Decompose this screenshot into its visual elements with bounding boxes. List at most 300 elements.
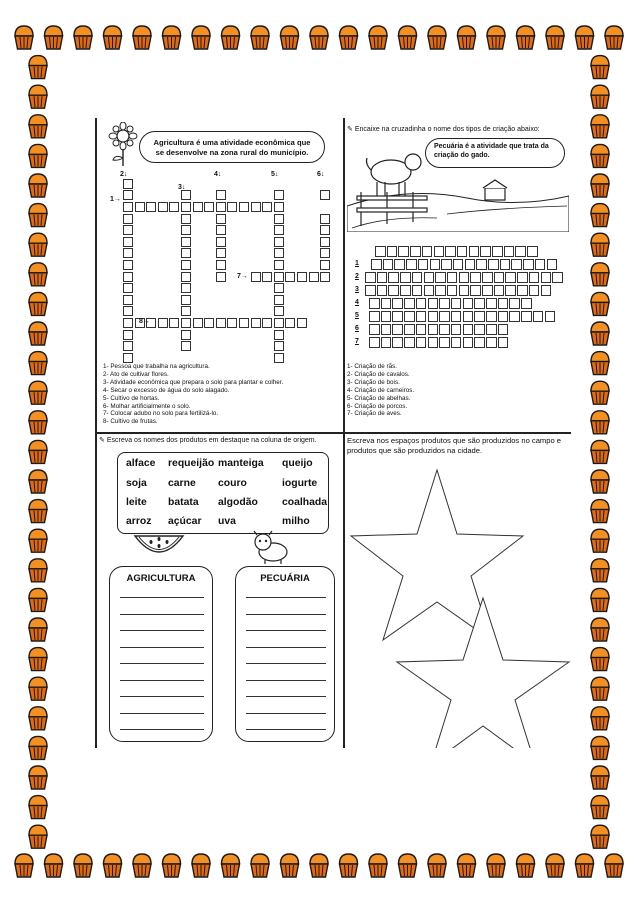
row-label: 7	[355, 338, 359, 345]
crossword-cell[interactable]	[447, 285, 458, 296]
crossword-cell[interactable]	[435, 272, 446, 283]
crossword-cell[interactable]	[392, 311, 403, 322]
cupcake-icon	[222, 854, 240, 877]
writing-line[interactable]	[120, 713, 204, 714]
crossword-cell[interactable]	[476, 259, 487, 270]
crossword-cell[interactable]	[392, 298, 403, 309]
crossword-cell[interactable]	[428, 324, 439, 335]
crossword-cell[interactable]	[515, 246, 526, 257]
cupcake-icon	[29, 588, 47, 611]
products-instruction	[99, 436, 339, 445]
crossword-cell[interactable]	[181, 295, 191, 305]
crossword-cell[interactable]	[274, 353, 284, 363]
crossword-cell[interactable]	[377, 285, 388, 296]
crossword-cell[interactable]	[547, 259, 558, 270]
crossword-cell[interactable]	[216, 272, 226, 282]
crossword-cell[interactable]	[371, 259, 382, 270]
writing-line[interactable]	[246, 597, 326, 598]
crossword-cell[interactable]	[535, 259, 546, 270]
crossword-cell[interactable]	[274, 237, 284, 247]
crossword-cell[interactable]	[251, 202, 261, 212]
star-shape-top[interactable]	[351, 470, 523, 640]
crossword-cell[interactable]	[533, 311, 544, 322]
crossword-cell[interactable]	[274, 330, 284, 340]
cupcake-icon	[192, 854, 210, 877]
crossword-cell[interactable]	[509, 311, 520, 322]
crossword-cell[interactable]	[498, 311, 509, 322]
cupcake-icon	[591, 559, 609, 582]
crossword-cell[interactable]	[381, 337, 392, 348]
livestock-list[interactable]	[235, 566, 335, 742]
crossword-cell[interactable]	[469, 246, 480, 257]
crossword-cell[interactable]	[320, 248, 330, 258]
crossword-cell[interactable]	[418, 259, 429, 270]
cupcake-icon	[591, 204, 609, 227]
crossword-cell[interactable]	[394, 259, 405, 270]
crossword-cell[interactable]	[404, 337, 415, 348]
crossword-cell[interactable]	[441, 259, 452, 270]
crossword-cell[interactable]	[541, 272, 552, 283]
crossword-cell[interactable]	[204, 318, 214, 328]
crossword-cell[interactable]	[193, 202, 203, 212]
crossword-cell[interactable]	[158, 202, 168, 212]
crossword-cell[interactable]	[123, 214, 133, 224]
clue-number	[110, 196, 121, 203]
crossword-cell[interactable]	[463, 337, 474, 348]
crossword-cell[interactable]	[146, 202, 156, 212]
clue-number-text: 4	[214, 171, 218, 178]
crossword-cell[interactable]	[488, 259, 499, 270]
cupcake-icon	[29, 825, 47, 848]
crossword-cell[interactable]	[482, 285, 493, 296]
crossword-cell[interactable]	[158, 318, 168, 328]
crossword-cell[interactable]	[123, 341, 133, 351]
products-instruction-text: Escreva os nomes dos produtos em destaque na coluna de origem.	[106, 437, 317, 444]
crossword-cell[interactable]	[320, 225, 330, 235]
clue-number-text: 3	[178, 184, 182, 191]
crossword-cell[interactable]	[500, 259, 511, 270]
crossword-cell[interactable]	[480, 246, 491, 257]
crossword-cell[interactable]	[422, 246, 433, 257]
crossword-cell[interactable]	[416, 337, 427, 348]
crossword-cell[interactable]	[274, 295, 284, 305]
crossword-cell[interactable]	[262, 318, 272, 328]
crossword-cell[interactable]	[274, 341, 284, 351]
crossword-cell[interactable]	[434, 246, 445, 257]
crossword-cell[interactable]	[251, 272, 261, 282]
cupcake-icon	[281, 854, 299, 877]
crossword-cell[interactable]	[274, 318, 284, 328]
writing-line[interactable]	[120, 729, 204, 730]
crossword-cell[interactable]	[400, 285, 411, 296]
crossword-cell[interactable]	[239, 202, 249, 212]
crossword-cell[interactable]	[463, 324, 474, 335]
cupcake-icon	[29, 470, 47, 493]
crossword-cell[interactable]	[486, 337, 497, 348]
cupcake-icon	[29, 500, 47, 523]
crossword-cell[interactable]	[375, 246, 386, 257]
word-5: soja	[126, 478, 147, 489]
writing-line[interactable]	[120, 597, 204, 598]
crossword-cell[interactable]	[320, 214, 330, 224]
crossword-cell[interactable]	[451, 324, 462, 335]
crossword-cell[interactable]	[262, 202, 272, 212]
writing-line[interactable]	[246, 696, 326, 697]
crossword-cell[interactable]	[486, 298, 497, 309]
crossword-cell[interactable]	[552, 272, 563, 283]
cupcake-icon	[546, 26, 564, 49]
crossword-cell[interactable]	[439, 311, 450, 322]
crossword-cell[interactable]	[521, 311, 532, 322]
crossword-cell[interactable]	[135, 202, 145, 212]
livestock-clue-3: 3- Criação de bois.	[347, 378, 400, 386]
crossword-cell[interactable]	[274, 272, 284, 282]
writing-line[interactable]	[246, 663, 326, 664]
livestock-clue-5: 5- Criação de abelhas.	[347, 394, 411, 402]
crossword-cell[interactable]	[274, 283, 284, 293]
crossword-cell[interactable]	[181, 248, 191, 258]
crossword-cell[interactable]	[416, 298, 427, 309]
cupcake-icon	[310, 854, 328, 877]
stars-instruction: Escreva nos espaços produtos que são produzidos no campo e produtos que são produzidos na cidade.	[347, 436, 562, 455]
crossword-cell[interactable]	[123, 272, 133, 282]
crossword-cell[interactable]	[492, 246, 503, 257]
crossword-cell[interactable]	[274, 214, 284, 224]
crossword-cell[interactable]	[451, 298, 462, 309]
livestock-clue-6: 6- Criação de porcos.	[347, 402, 408, 410]
crossword-cell[interactable]	[410, 246, 421, 257]
crossword-cell[interactable]	[320, 260, 330, 270]
crossword-cell[interactable]	[459, 272, 470, 283]
livestock-instruction	[347, 125, 571, 134]
cupcake-icon	[15, 26, 33, 49]
crossword-cell[interactable]	[517, 272, 528, 283]
writing-line[interactable]	[246, 630, 326, 631]
cupcake-icon	[29, 381, 47, 404]
crossword-cell[interactable]	[451, 311, 462, 322]
crossword-cell[interactable]	[251, 318, 261, 328]
cupcake-icon	[251, 854, 269, 877]
crossword-cell[interactable]	[216, 214, 226, 224]
crossword-cell[interactable]	[369, 337, 380, 348]
word-1: alface	[126, 458, 156, 469]
crossword-cell[interactable]	[498, 298, 509, 309]
crossword-cell[interactable]	[392, 337, 403, 348]
arrow-icon: ↓	[320, 171, 325, 178]
crossword-cell[interactable]	[365, 272, 376, 283]
crossword-cell[interactable]	[428, 311, 439, 322]
crossword-cell[interactable]	[428, 298, 439, 309]
crossword-cell[interactable]	[412, 285, 423, 296]
cupcake-icon	[591, 707, 609, 730]
word-10: batata	[168, 497, 199, 508]
crossword-cell[interactable]	[381, 324, 392, 335]
cupcake-icon	[29, 233, 47, 256]
crossword-cell[interactable]	[424, 272, 435, 283]
writing-line[interactable]	[120, 614, 204, 615]
crossword-cell[interactable]	[486, 324, 497, 335]
pencil-icon: ✎	[347, 126, 353, 133]
cupcake-icon	[29, 204, 47, 227]
word-12: coalhada	[282, 497, 328, 508]
crossword-cell[interactable]	[239, 318, 249, 328]
crossword-cell[interactable]	[227, 318, 237, 328]
clue-number	[237, 273, 248, 280]
crossword-cell[interactable]	[404, 311, 415, 322]
crossword-cell[interactable]	[123, 202, 133, 212]
cupcake-icon	[546, 854, 564, 877]
crossword-cell[interactable]	[309, 272, 319, 282]
crossword-cell[interactable]	[181, 306, 191, 316]
cupcake-icon	[591, 470, 609, 493]
crossword-cell[interactable]	[447, 272, 458, 283]
crossword-cell[interactable]	[416, 311, 427, 322]
crossword-cell[interactable]	[453, 259, 464, 270]
cupcake-icon	[74, 854, 92, 877]
crossword-cell[interactable]	[529, 272, 540, 283]
crossword-cell[interactable]	[216, 248, 226, 258]
crossword-cell[interactable]	[262, 272, 272, 282]
crossword-cell[interactable]	[388, 272, 399, 283]
row-label: 3	[355, 286, 359, 293]
crossword-cell[interactable]	[320, 190, 330, 200]
crossword-cell[interactable]	[486, 311, 497, 322]
word-13: arroz	[126, 516, 152, 527]
crossword-cell[interactable]	[181, 202, 191, 212]
crossword-cell[interactable]	[527, 246, 538, 257]
crossword-cell[interactable]	[123, 179, 133, 189]
crossword-cell[interactable]	[297, 318, 307, 328]
crossword-cell[interactable]	[416, 324, 427, 335]
arrow-icon: ↓	[123, 171, 128, 178]
livestock-clue-1: 1- Criação de rãs.	[347, 363, 398, 370]
crossword-cell[interactable]	[216, 225, 226, 235]
crossword-cell[interactable]	[406, 259, 417, 270]
cupcake-icon	[458, 26, 476, 49]
crossword-cell[interactable]	[474, 337, 485, 348]
word-8: iogurte	[282, 478, 318, 489]
crossword-cell[interactable]	[181, 225, 191, 235]
crossword-cell[interactable]	[439, 324, 450, 335]
crossword-cell[interactable]	[320, 237, 330, 247]
writing-line[interactable]	[246, 713, 326, 714]
crossword-cell[interactable]	[181, 214, 191, 224]
crossword-cell[interactable]	[285, 272, 295, 282]
crossword-cell[interactable]	[511, 259, 522, 270]
crossword-cell[interactable]	[369, 298, 380, 309]
crossword-cell[interactable]	[381, 298, 392, 309]
crossword-cell[interactable]	[494, 285, 505, 296]
word-9: leite	[126, 497, 147, 508]
cupcake-icon	[517, 26, 535, 49]
cupcake-icon	[591, 825, 609, 848]
crossword-cell[interactable]	[445, 246, 456, 257]
clue-number-text: 2	[120, 171, 124, 178]
crossword-cell[interactable]	[181, 341, 191, 351]
crossword-cell[interactable]	[216, 237, 226, 247]
writing-line[interactable]	[120, 647, 204, 648]
crossword-cell[interactable]	[274, 225, 284, 235]
crossword-cell[interactable]	[123, 190, 133, 200]
cupcake-icon	[591, 144, 609, 167]
crossword-cell[interactable]	[193, 318, 203, 328]
cupcake-icon	[591, 440, 609, 463]
crossword-cell[interactable]	[216, 202, 226, 212]
crossword-cell[interactable]	[504, 246, 515, 257]
crossword-cell[interactable]	[369, 324, 380, 335]
crossword-cell[interactable]	[392, 324, 403, 335]
livestock-bubble: Pecuária é a atividade que trata da criação do gado.	[425, 138, 565, 168]
cupcake-icon	[104, 26, 122, 49]
crossword-cell[interactable]	[459, 285, 470, 296]
crossword-cell[interactable]	[274, 260, 284, 270]
cupcake-icon	[15, 854, 33, 877]
writing-line[interactable]	[120, 696, 204, 697]
crossword-cell[interactable]	[123, 353, 133, 363]
crossword-cell[interactable]	[387, 246, 398, 257]
crossword-cell[interactable]	[424, 285, 435, 296]
crossword-cell[interactable]	[383, 259, 394, 270]
writing-line[interactable]	[246, 614, 326, 615]
agriculture-list[interactable]	[109, 566, 213, 742]
crossword-cell[interactable]	[216, 190, 226, 200]
writing-line[interactable]	[246, 647, 326, 648]
crossword-cell[interactable]	[404, 298, 415, 309]
crossword-cell[interactable]	[181, 272, 191, 282]
crossword-cell[interactable]	[181, 190, 191, 200]
crossword-cell[interactable]	[529, 285, 540, 296]
crossword-cell[interactable]	[505, 272, 516, 283]
crossword-cell[interactable]	[216, 318, 226, 328]
crossword-cell[interactable]	[123, 330, 133, 340]
crossword-cell[interactable]	[320, 272, 330, 282]
star-field[interactable]	[343, 458, 571, 748]
crossword-cell[interactable]	[123, 306, 133, 316]
cupcake-icon	[29, 352, 47, 375]
crossword-cell[interactable]	[204, 202, 214, 212]
crossword-cell[interactable]	[474, 311, 485, 322]
crossword-cell[interactable]	[482, 272, 493, 283]
cupcake-icon	[29, 263, 47, 286]
crossword-cell[interactable]	[227, 202, 237, 212]
crossword-cell[interactable]	[285, 318, 295, 328]
crossword-cell[interactable]	[463, 311, 474, 322]
crossword-cell[interactable]	[474, 298, 485, 309]
clue-2: 2- Ato de cultivar flores.	[103, 370, 169, 378]
crossword-cell[interactable]	[398, 246, 409, 257]
writing-line[interactable]	[246, 729, 326, 730]
clue-5: 5- Cultivo de hortas.	[103, 394, 160, 402]
crossword-cell[interactable]	[498, 324, 509, 335]
crossword-cell[interactable]	[474, 324, 485, 335]
cupcake-icon	[29, 529, 47, 552]
crossword-cell[interactable]	[181, 283, 191, 293]
crossword-cell[interactable]	[463, 298, 474, 309]
crossword-cell[interactable]	[430, 259, 441, 270]
crossword-cell[interactable]	[216, 260, 226, 270]
crossword-cell[interactable]	[517, 285, 528, 296]
crossword-cell[interactable]	[123, 283, 133, 293]
crossword-cell[interactable]	[181, 318, 191, 328]
crossword-cell[interactable]	[274, 190, 284, 200]
crossword-cell[interactable]	[465, 259, 476, 270]
crossword-cell[interactable]	[169, 318, 179, 328]
crossword-cell[interactable]	[123, 225, 133, 235]
cupcake-icon	[591, 796, 609, 819]
crossword-cell[interactable]	[297, 272, 307, 282]
crossword-cell[interactable]	[470, 272, 481, 283]
crossword-cell[interactable]	[545, 311, 556, 322]
agriculture-bubble: Agricultura é uma atividade econômica que se desenvolve na zona rural do município.	[139, 131, 325, 163]
crossword-cell[interactable]	[365, 285, 376, 296]
crossword-cell[interactable]	[181, 260, 191, 270]
crossword-cell[interactable]	[369, 311, 380, 322]
crossword-cell[interactable]	[377, 272, 388, 283]
word-2: requeijão	[168, 458, 215, 469]
cupcake-icon	[29, 559, 47, 582]
crossword-cell[interactable]	[509, 298, 520, 309]
crossword-cell[interactable]	[451, 337, 462, 348]
crossword-cell[interactable]	[274, 202, 284, 212]
crossword-cell[interactable]	[400, 272, 411, 283]
writing-line[interactable]	[120, 680, 204, 681]
crossword-cell[interactable]	[388, 285, 399, 296]
crossword-cell[interactable]	[457, 246, 468, 257]
crossword-cell[interactable]	[439, 337, 450, 348]
crossword-cell[interactable]	[523, 259, 534, 270]
writing-line[interactable]	[246, 680, 326, 681]
cupcake-icon	[45, 26, 63, 49]
crossword-cell[interactable]	[274, 306, 284, 316]
crossword-cell[interactable]	[505, 285, 516, 296]
cupcake-icon	[399, 854, 417, 877]
crossword-cell[interactable]	[521, 298, 532, 309]
crossword-cell[interactable]	[412, 272, 423, 283]
crossword-cell[interactable]	[381, 311, 392, 322]
cupcake-icon	[591, 618, 609, 641]
cupcake-icon	[281, 26, 299, 49]
writing-line[interactable]	[120, 630, 204, 631]
agriculture-list-title: AGRICULTURA	[126, 573, 196, 584]
crossword-cell[interactable]	[494, 272, 505, 283]
crossword-cell[interactable]	[439, 298, 450, 309]
word-7: couro	[218, 478, 247, 489]
crossword-cell[interactable]	[123, 295, 133, 305]
crossword-cell[interactable]	[498, 337, 509, 348]
cupcake-icon	[104, 854, 122, 877]
crossword-cell[interactable]	[435, 285, 446, 296]
crossword-cell[interactable]	[123, 318, 133, 328]
word-bank	[117, 452, 329, 534]
crossword-cell[interactable]	[541, 285, 552, 296]
crossword-cell[interactable]	[181, 237, 191, 247]
clue-number-text: 8	[139, 318, 143, 325]
crossword-cell[interactable]	[428, 337, 439, 348]
crossword-cell[interactable]	[123, 248, 133, 258]
crossword-cell[interactable]	[404, 324, 415, 335]
crossword-cell[interactable]	[274, 248, 284, 258]
writing-line[interactable]	[120, 663, 204, 664]
crossword-cell[interactable]	[169, 202, 179, 212]
crossword-cell[interactable]	[470, 285, 481, 296]
middle-divider	[95, 432, 571, 434]
cupcake-icon	[591, 529, 609, 552]
crossword-cell[interactable]	[181, 330, 191, 340]
clue-8: 8- Cultivo de frutas.	[103, 418, 158, 426]
star-shape-bottom[interactable]	[397, 598, 569, 748]
crossword-cell[interactable]	[123, 237, 133, 247]
crossword-cell[interactable]	[123, 260, 133, 270]
